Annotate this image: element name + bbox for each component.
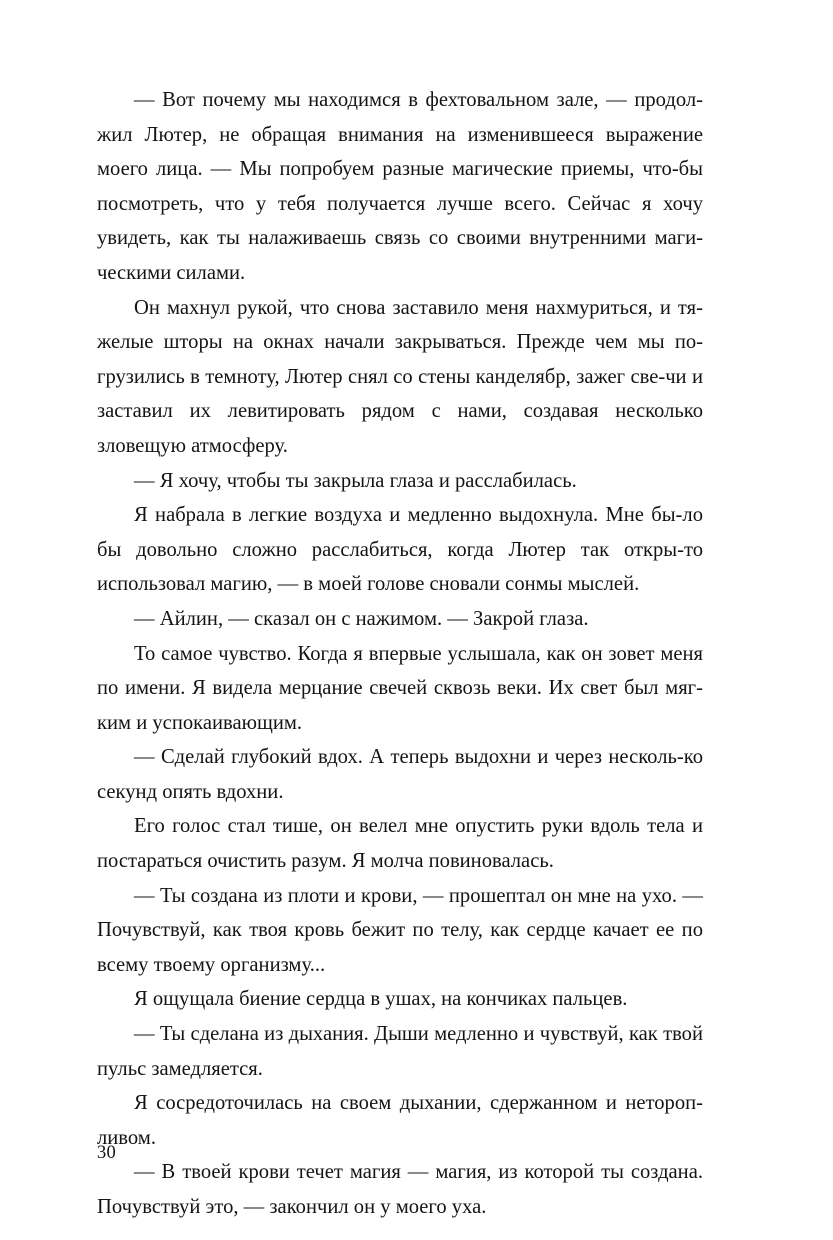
paragraph: То самое чувство. Когда я впервые услышала, как он зовет меня по имени. Я видела мерцание свечей сквозь веки. Их свет был мяг-ким и успокаивающим. [97,642,703,734]
paragraph: — Я хочу, чтобы ты закрыла глаза и расслабилась. [134,469,577,492]
paragraph: — В твоей крови течет магия — магия, из которой ты создана. Почувствуй это, — закончил он у моего уха. [97,1161,703,1218]
paragraph: — Ты сделана из дыхания. Дыши медленно и чувствуй, как твой пульс замедляется. [97,1023,703,1080]
body-text-column [97,83,703,1225]
paragraph: Я набрала в легкие воздуха и медленно выдохнула. Мне бы-ло бы довольно сложно расслабиться, когда Лютер так откры-то использовал магию, — в моей голове сновали сонмы мыслей. [97,504,703,596]
page-number: 30 [97,1143,116,1163]
paragraph: — Сделай глубокий вдох. А теперь выдохни и через несколь-ко секунд опять вдохни. [97,746,703,803]
paragraph: Его голос стал тише, он велел мне опустить руки вдоль тела и постараться очистить разум. Я молча повиновалась. [97,815,703,873]
paragraph: Я ощущала биение сердца в ушах, на кончиках пальцев. [134,988,628,1011]
paragraph: Он махнул рукой, что снова заставило меня нахмуриться, и тя-желые шторы на окнах начали закрываться. Прежде чем мы по-грузились в темноту, Лютер снял со стены канделябр, зажег све-чи и заставил их левитировать рядом с нами, создавая несколько зловещую атмосферу. [97,296,703,457]
paragraph: — Ты создана из плоти и крови, — прошептал он мне на ухо. — Почувствуй, как твоя кровь бежит по телу, как сердце качает ее по всему твоему организму... [97,884,703,976]
paragraph: — Айлин, — сказал он с нажимом. — Закрой глаза. [134,607,589,630]
paragraph: Я сосредоточилась на своем дыхании, сдержанном и нетороп-ливом. [97,1092,703,1149]
paragraph: — Вот почему мы находимся в фехтовальном зале, — продол-жил Лютер, не обращая внимания на изменившееся выражение моего лица. — Мы попробуем разные магические приемы, что-бы посмотреть, что у тебя получается лучше всего. Сейчас я хочу увидеть, как ты налаживаешь связь со своими внутренними маги-ческими силами. [97,89,703,284]
